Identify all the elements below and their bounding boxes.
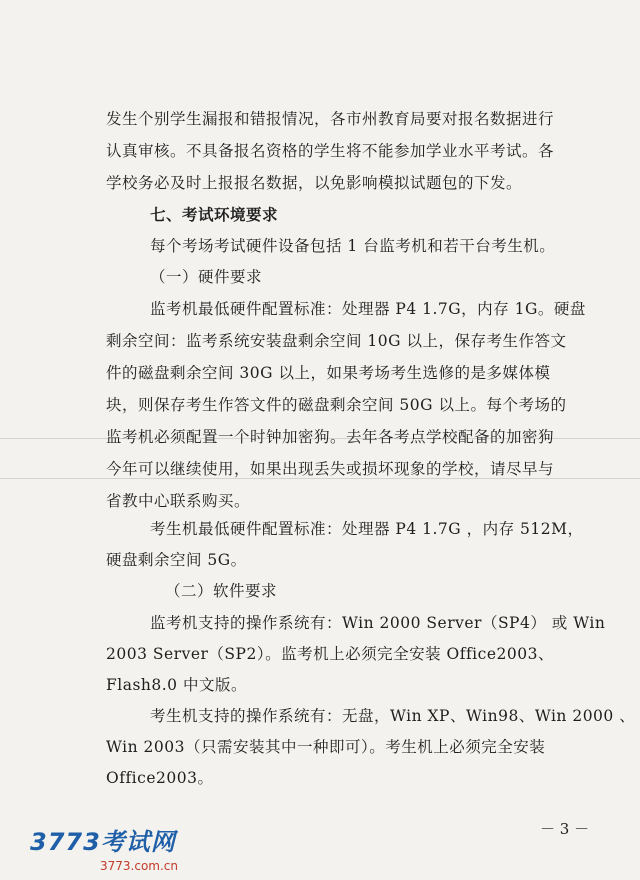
text-line: 监考机支持的操作系统有：Win 2000 Server（SP4） 或 Win bbox=[150, 614, 606, 632]
text-line: Flash8.0 中文版。 bbox=[106, 676, 247, 694]
text-line: 考生机最低硬件配置标准：处理器 P4 1.7G ，内存 512M， bbox=[150, 520, 584, 538]
section-heading: 七、考试环境要求 bbox=[150, 205, 279, 224]
text-line: 监考机最低硬件配置标准：处理器 P4 1.7G，内存 1G。硬盘 bbox=[150, 300, 586, 318]
text-line: 省教中心联系购买。 bbox=[106, 492, 251, 510]
text-line: 学校务必及时上报报名数据，以免影响模拟试题包的下发。 bbox=[106, 174, 523, 192]
text-line: Win 2003（只需安装其中一种即可）。考生机上必须完全安装 bbox=[106, 738, 546, 756]
text-line: Office2003。 bbox=[106, 769, 214, 787]
subsection-heading: （一）硬件要求 bbox=[150, 268, 263, 286]
text-line: 监考机必须配置一个时钟加密狗。去年各考点学校配备的加密狗 bbox=[106, 428, 555, 446]
text-line: 每个考场考试硬件设备包括 1 台监考机和若干台考生机。 bbox=[150, 237, 556, 255]
text-line: 认真审核。不具备报名资格的学生将不能参加学业水平考试。各 bbox=[106, 142, 555, 160]
page-number: － 3 － bbox=[540, 820, 590, 838]
text-line: 件的磁盘剩余空间 30G 以上，如果考场考生选修的是多媒体模 bbox=[106, 364, 551, 382]
subsection-heading: （二）软件要求 bbox=[165, 582, 278, 600]
text-line: 块，则保存考生作答文件的磁盘剩余空间 50G 以上。每个考场的 bbox=[106, 396, 567, 414]
watermark-url: 3773.com.cn bbox=[100, 859, 178, 873]
text-line: 硬盘剩余空间 5G。 bbox=[106, 551, 247, 569]
watermark-logo-text: 3773考试网 bbox=[30, 828, 176, 856]
text-line: 考生机支持的操作系统有：无盘，Win XP、Win98、Win 2000 、 bbox=[150, 707, 636, 725]
text-line: 发生个别学生漏报和错报情况，各市州教育局要对报名数据进行 bbox=[106, 110, 555, 128]
text-line: 剩余空间：监考系统安装盘剩余空间 10G 以上，保存考生作答文 bbox=[106, 332, 567, 350]
watermark-logo bbox=[30, 822, 178, 873]
text-line: 2003 Server（SP2）。监考机上必须完全安装 Office2003、 bbox=[106, 645, 554, 663]
text-line: 今年可以继续使用，如果出现丢失或损坏现象的学校，请尽早与 bbox=[106, 460, 555, 478]
